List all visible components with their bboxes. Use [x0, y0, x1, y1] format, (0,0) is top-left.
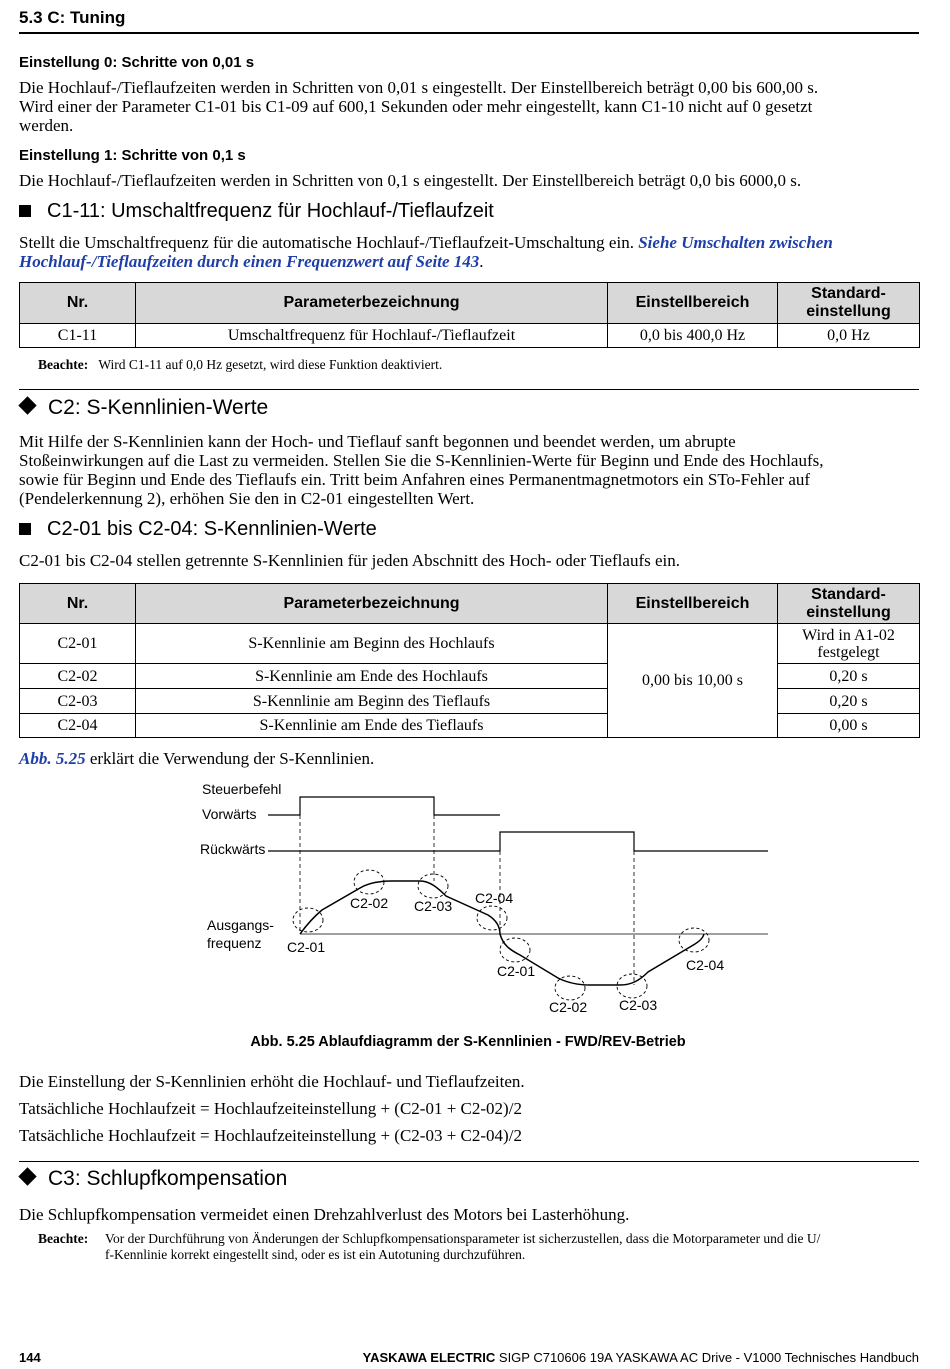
page-number: 144 [19, 1350, 41, 1365]
c201-text: C2-01 bis C2-04 stellen getrennte S-Kennlinien für jeden Abschnitt des Hoch- oder Tieflaufs ein. [19, 551, 680, 570]
col-header-nr: Nr. [20, 584, 136, 624]
forward-command-signal [268, 797, 500, 815]
label-vorwaerts: Vorwärts [202, 806, 257, 822]
section-title: 5.3 C: Tuning [19, 8, 126, 27]
figure-caption: Abb. 5.25 Ablaufdiagramm der S-Kennlinien - FWD/REV-Betrieb [250, 1034, 686, 1050]
cell-default: Wird in A1-02 festgelegt [778, 624, 920, 664]
footer-doc: SIGP C710606 19A YASKAWA AC Drive - V1000 Technisches Handbuch [495, 1350, 919, 1365]
c111-link-part1[interactable]: Siehe Umschalten zwischen [638, 233, 833, 252]
c3-heading-text: C3: Schlupfkompensation [48, 1167, 288, 1190]
cell-default: 0,0 Hz [778, 324, 920, 348]
cell-range: 0,0 bis 400,0 Hz [608, 324, 778, 348]
label-c201-fwd: C2-01 [287, 939, 326, 955]
col-header-range: Einstellbereich [608, 283, 778, 324]
label-c203-rev: C2-03 [619, 997, 658, 1013]
c111-period: . [479, 252, 484, 271]
highlight-ellipse-c201 [293, 908, 323, 932]
c2-line: (Pendelerkennung 2), erhöhen Sie den in C2-01 eingestellten Wert. [19, 489, 475, 508]
col-header-name: Parameterbezeichnung [136, 283, 608, 324]
cell-name: S-Kennlinie am Beginn des Tieflaufs [136, 689, 608, 714]
after-line3: Tatsächliche Hochlaufzeit = Hochlaufzeiteinstellung + (C2-03 + C2-04)/2 [19, 1126, 522, 1145]
label-c204-fwd: C2-04 [475, 890, 514, 906]
note-label: Beachte: [38, 357, 89, 372]
cell-nr: C2-03 [20, 689, 136, 714]
col-header-default: Standard- einstellung [778, 584, 920, 624]
figure-link[interactable]: Abb. 5.25 [19, 749, 86, 768]
note-label: Beachte: [38, 1231, 89, 1246]
setting0-line: Wird einer der Parameter C1-01 bis C1-09 auf 600,1 Sekunden oder mehr eingestellt, kann C1-10 nicht auf 0 gesetzt [19, 97, 813, 116]
setting1-text: Die Hochlauf-/Tieflaufzeiten werden in Schritten von 0,1 s eingestellt. Der Einstellbereich beträgt 0,0 bis 6000,0 s. [19, 171, 802, 190]
c111-heading-text: C1-11: Umschaltfrequenz für Hochlauf-/Tieflaufzeit [47, 200, 494, 222]
footer-brand: YASKAWA ELECTRIC [362, 1350, 496, 1365]
setting1-title: Einstellung 1: Schritte von 0,1 s [19, 147, 246, 164]
note-line: Vor der Durchführung von Änderungen der Schlupfkompensationsparameter ist sicherzustellen, dass die Motorparameter und die U/ [105, 1231, 821, 1246]
col-header-range: Einstellbereich [608, 584, 778, 624]
label-c201-rev: C2-01 [497, 963, 536, 979]
cell-nr: C1-11 [20, 324, 136, 348]
cell-name: S-Kennlinie am Ende des Tieflaufs [136, 714, 608, 738]
label-rueckwaerts: Rückwärts [200, 841, 266, 857]
c3-text: Die Schlupfkompensation vermeidet einen Drehzahlverlust des Motors bei Lasterhöhung. [19, 1205, 630, 1224]
c3-rule [19, 1161, 919, 1162]
c201-heading-text: C2-01 bis C2-04: S-Kennlinien-Werte [47, 518, 377, 540]
c111-link-part2[interactable]: Hochlauf-/Tieflaufzeiten durch einen Frequenzwert auf Seite 143 [19, 252, 480, 271]
cell-range: 0,00 bis 10,00 s [608, 624, 778, 738]
cell-default: 0,00 s [778, 714, 920, 738]
col-header-default: Standard- einstellung [778, 283, 920, 324]
label-c202-rev: C2-02 [549, 999, 588, 1015]
highlight-ellipse-c204-rev [679, 928, 709, 952]
c3-note [38, 1231, 928, 1263]
c2-line: Mit Hilfe der S-Kennlinien kann der Hoch- und Tieflauf sanft begonnen und beendet werden, um abrupte [19, 432, 736, 451]
reverse-command-signal [268, 832, 768, 851]
label-c204-rev: C2-04 [686, 957, 725, 973]
cell-nr: C2-01 [20, 624, 136, 664]
label-c202-fwd: C2-02 [350, 895, 389, 911]
cell-nr: C2-04 [20, 714, 136, 738]
note-text: Wird C1-11 auf 0,0 Hz gesetzt, wird diese Funktion deaktiviert. [98, 357, 443, 372]
setting0-title: Einstellung 0: Schritte von 0,01 s [19, 54, 255, 71]
c2-line: sowie für Beginn und Ende des Tieflaufs ein. Tritt beim Anfahren eines Permanentmagnetmotors ein STo-Fehler auf [19, 470, 811, 489]
label-c203-fwd: C2-03 [414, 898, 453, 914]
cell-name: Umschaltfrequenz für Hochlauf-/Tieflaufzeit [136, 324, 608, 348]
cell-name: S-Kennlinie am Beginn des Hochlaufs [136, 624, 608, 664]
diamond-bullet-icon [18, 1167, 36, 1185]
cell-default: 0,20 s [778, 664, 920, 689]
c2-line: Stoßeinwirkungen auf die Last zu vermeiden. Stellen Sie die S-Kennlinien-Werte für Beginn und Ende des Hochlaufs, [19, 451, 824, 470]
cell-default: 0,20 s [778, 689, 920, 714]
after-line1: Die Einstellung der S-Kennlinien erhöht die Hochlauf- und Tieflaufzeiten. [19, 1072, 525, 1091]
c3-heading [19, 1167, 287, 1191]
label-steuerbefehl: Steuerbefehl [202, 781, 282, 797]
figure-ref-text: erklärt die Verwendung der S-Kennlinien. [85, 749, 375, 768]
cell-name: S-Kennlinie am Ende des Hochlaufs [136, 664, 608, 689]
cell-nr: C2-02 [20, 664, 136, 689]
col-header-nr: Nr. [20, 283, 136, 324]
after-line2: Tatsächliche Hochlaufzeit = Hochlaufzeiteinstellung + (C2-01 + C2-02)/2 [19, 1099, 522, 1118]
footer-doc-title [363, 1350, 919, 1365]
note-line: f-Kennlinie korrekt eingestellt sind, oder es ist ein Autotuning durchzuführen. [105, 1247, 526, 1262]
highlight-ellipse-c202-rev [555, 976, 585, 1000]
col-header-name: Parameterbezeichnung [136, 584, 608, 624]
setting0-line: Die Hochlauf-/Tieflaufzeiten werden in Schritten von 0,01 s eingestellt. Der Einstellbereich beträgt 0,00 bis 600,00 s. [19, 78, 819, 97]
label-ausgangsfrequenz: Ausgangs- frequenz [207, 917, 274, 951]
c2-heading-text: C2: S-Kennlinien-Werte [48, 396, 269, 419]
setting0-line: werden. [19, 116, 74, 135]
c111-text: Stellt die Umschaltfrequenz für die automatische Hochlauf-/Tieflaufzeit-Umschaltung ein. [19, 233, 634, 252]
